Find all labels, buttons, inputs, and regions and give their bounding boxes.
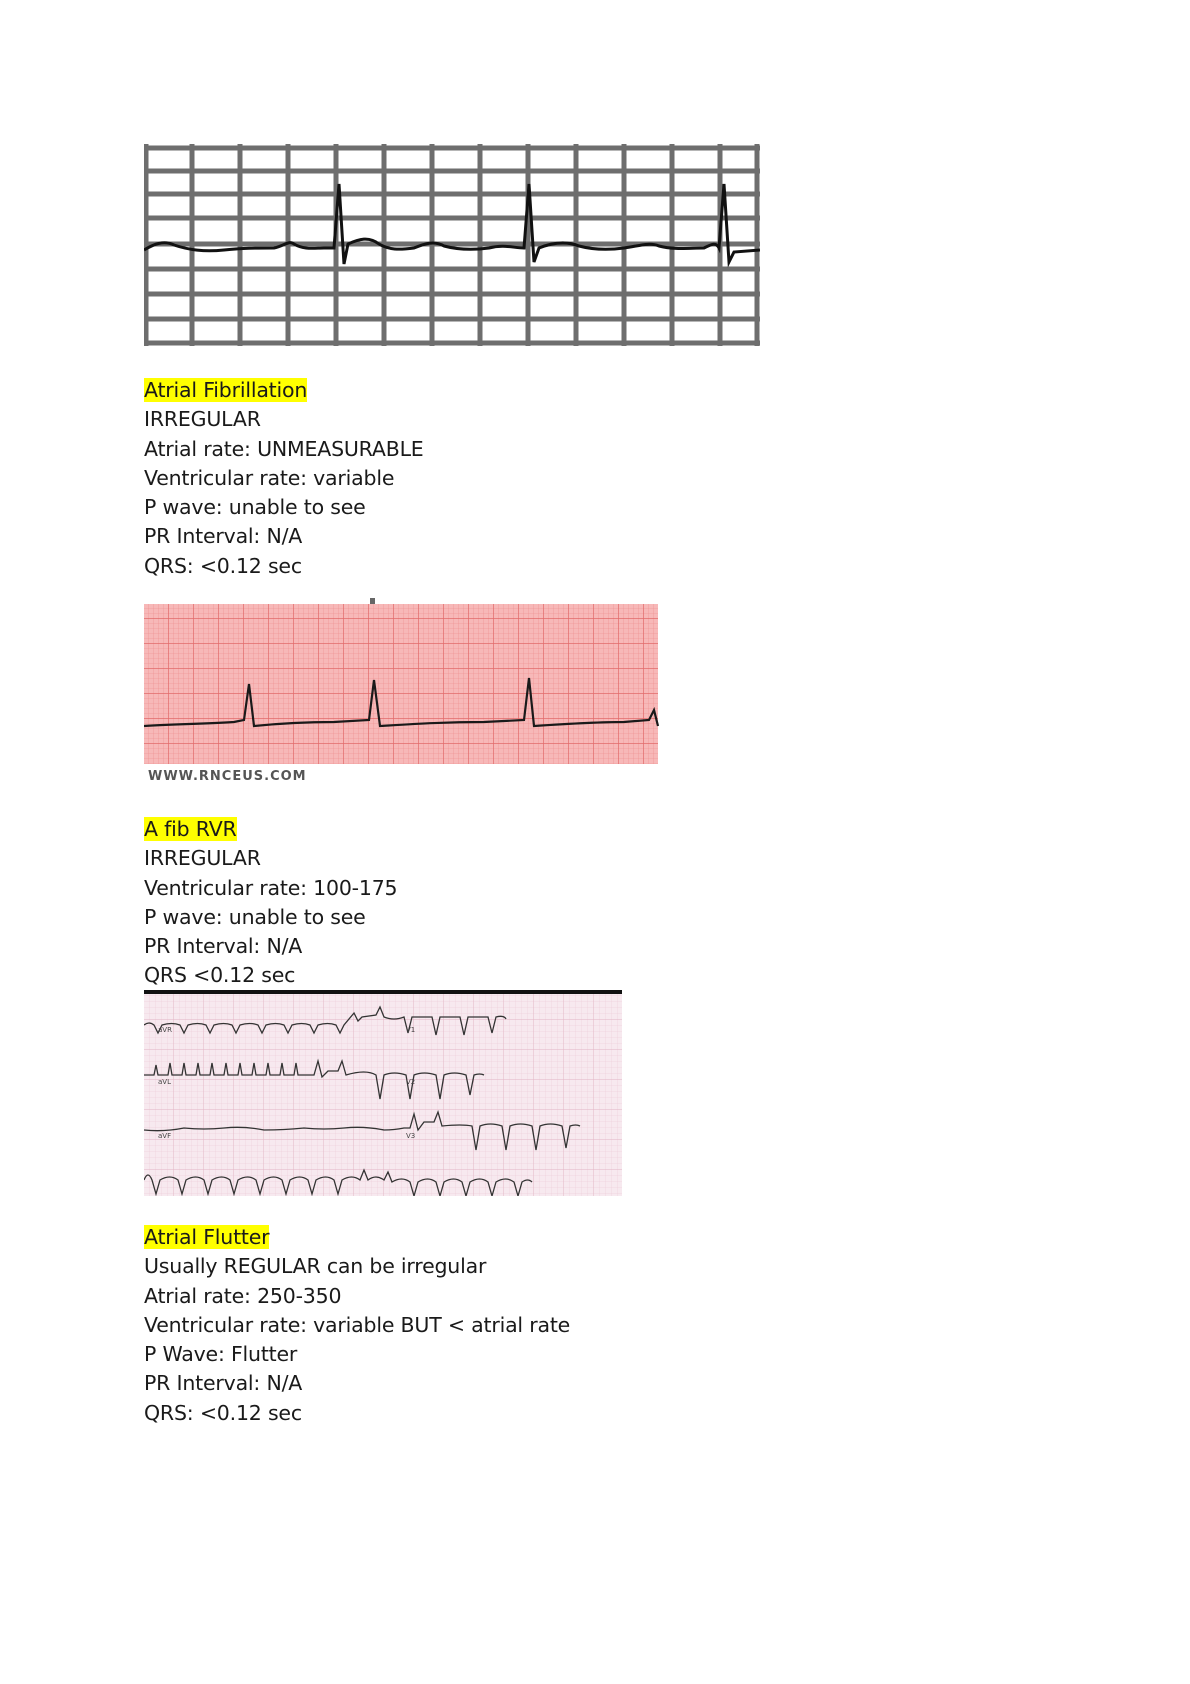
section-atrial-flutter bbox=[144, 1223, 570, 1428]
ecg-strip-3 bbox=[144, 990, 626, 1196]
section-line: Ventricular rate: 100-175 bbox=[144, 875, 398, 900]
section-line: P Wave: Flutter bbox=[144, 1342, 298, 1367]
lead-label-v2: V2 bbox=[406, 1078, 416, 1086]
section-line: PR Interval: N/A bbox=[144, 934, 303, 959]
lead-label-avl: aVL bbox=[158, 1078, 171, 1086]
lead-label-v1: V1 bbox=[406, 1026, 416, 1034]
section-title: A fib RVR bbox=[144, 817, 237, 841]
section-line: IRREGULAR bbox=[144, 407, 261, 432]
section-line: Atrial rate: UNMEASURABLE bbox=[144, 436, 424, 461]
section-line: Ventricular rate: variable bbox=[144, 465, 395, 490]
section-line: IRREGULAR bbox=[144, 846, 261, 871]
watermark-text: WWW.RNCEUS.COM bbox=[148, 769, 307, 784]
section-line: PR Interval: N/A bbox=[144, 1371, 303, 1396]
ecg-strip-1 bbox=[144, 144, 760, 346]
section-line: P wave: unable to see bbox=[144, 495, 366, 520]
lead-label-v3: V3 bbox=[406, 1132, 416, 1140]
section-line: QRS: <0.12 sec bbox=[144, 553, 302, 578]
section-title: Atrial Flutter bbox=[144, 1225, 270, 1249]
lead-label-avf: aVF bbox=[158, 1132, 172, 1140]
section-line: QRS: <0.12 sec bbox=[144, 1400, 302, 1425]
section-afib-rvr bbox=[144, 815, 397, 991]
lead-label-avr: aVR bbox=[158, 1026, 172, 1034]
section-line: Atrial rate: 250-350 bbox=[144, 1283, 342, 1308]
section-title: Atrial Fibrillation bbox=[144, 378, 308, 402]
section-line: Ventricular rate: variable BUT < atrial rate bbox=[144, 1312, 571, 1337]
section-line: QRS <0.12 sec bbox=[144, 963, 296, 988]
section-line: PR Interval: N/A bbox=[144, 524, 303, 549]
section-line: P wave: unable to see bbox=[144, 904, 366, 929]
section-atrial-fibrillation bbox=[144, 376, 424, 581]
ecg-strip-2 bbox=[144, 594, 660, 784]
section-line: Usually REGULAR can be irregular bbox=[144, 1254, 487, 1279]
